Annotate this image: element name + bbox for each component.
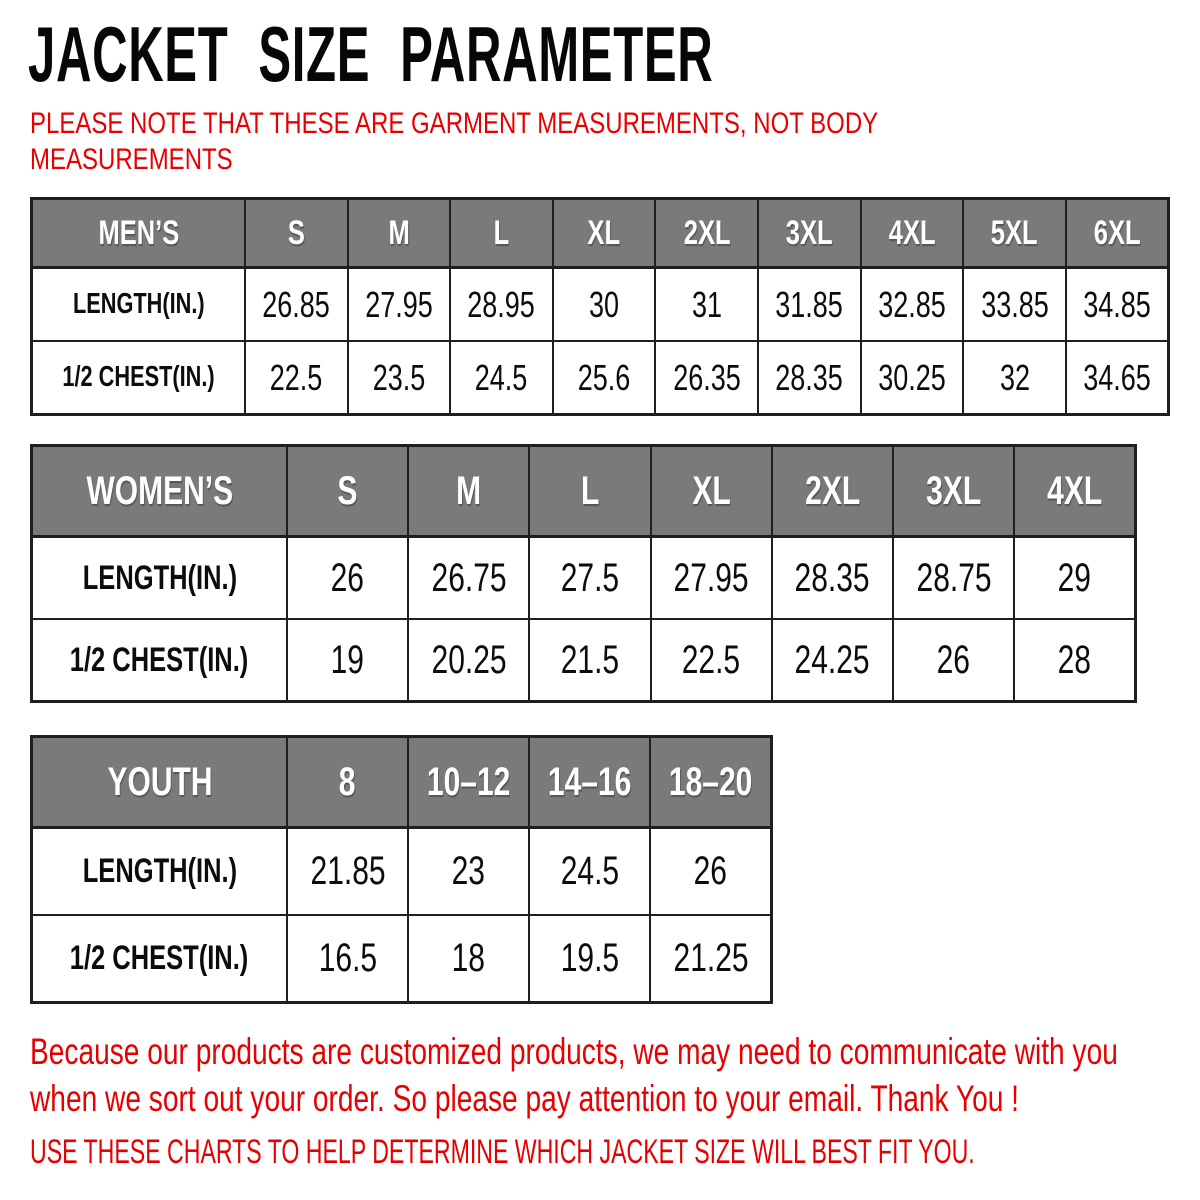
header-label: WOMEN’S — [86, 468, 233, 513]
header-label: 14–16 — [548, 759, 632, 804]
header-label: XL — [692, 468, 731, 513]
header-label: YOUTH — [107, 759, 212, 804]
size-header-cell — [655, 199, 758, 268]
header-label: L — [493, 213, 510, 252]
value-cell — [651, 537, 772, 620]
measurement-value: 28.95 — [467, 283, 536, 325]
size-header-cell — [529, 737, 650, 828]
measurement-value: 23.5 — [372, 356, 426, 398]
measurement-row — [32, 619, 1136, 702]
measurement-value: 31 — [691, 283, 722, 325]
value-cell — [1014, 619, 1135, 702]
size-header-row — [32, 446, 1136, 537]
value-cell — [963, 341, 1066, 415]
notice-line: when we sort out your order. So please pay attention to your email. Thank You ! — [30, 1078, 1019, 1119]
row-label-cell — [32, 915, 288, 1003]
header-label: 4XL — [1047, 468, 1103, 513]
measurement-value: 18 — [452, 936, 486, 980]
size-header-cell — [963, 199, 1066, 268]
measurement-value: 29 — [1057, 555, 1092, 600]
value-cell — [650, 915, 771, 1003]
row-label: 1/2 CHEST(IN.) — [70, 640, 249, 679]
measurement-row — [32, 537, 1136, 620]
measurement-value: 28.35 — [775, 356, 844, 398]
row-label-cell — [32, 828, 288, 916]
measurement-value: 34.85 — [1083, 283, 1151, 325]
size-header-cell — [287, 446, 408, 537]
value-cell — [348, 341, 451, 415]
value-cell — [450, 341, 553, 415]
measurement-value: 27.5 — [560, 555, 620, 600]
value-cell — [529, 828, 650, 916]
youth-size-table — [30, 735, 773, 1004]
measurement-value: 27.95 — [365, 283, 433, 325]
measurement-value: 26.75 — [431, 555, 507, 600]
header-label: 5XL — [991, 213, 1038, 252]
size-header-cell — [1014, 446, 1135, 537]
measurement-value: 21.5 — [560, 637, 620, 682]
row-label-cell — [32, 619, 288, 702]
size-header-cell — [529, 446, 650, 537]
table-title-cell — [32, 446, 288, 537]
header-label: 6XL — [1093, 213, 1141, 252]
row-label-cell — [32, 341, 246, 415]
size-header-cell — [450, 199, 553, 268]
measurement-row — [32, 268, 1169, 342]
size-header-cell — [861, 199, 964, 268]
measurement-value: 31.85 — [775, 283, 844, 325]
value-cell — [1014, 537, 1135, 620]
header-label: M — [456, 468, 482, 513]
header-label: 10–12 — [426, 759, 511, 804]
measurement-value: 30 — [589, 283, 620, 325]
value-cell — [529, 619, 650, 702]
measurement-value: 33.85 — [980, 283, 1049, 325]
header-label: MEN’S — [98, 213, 179, 252]
header-label: 2XL — [683, 213, 731, 252]
measurement-value: 32 — [999, 356, 1030, 398]
value-cell — [287, 915, 408, 1003]
value-cell — [529, 537, 650, 620]
mens-size-table — [30, 197, 1170, 416]
measurement-value: 26.85 — [262, 283, 331, 325]
value-cell — [772, 619, 893, 702]
measurement-value: 26 — [694, 849, 728, 893]
header-label: 18–20 — [668, 759, 753, 804]
measurement-value: 26.35 — [672, 356, 741, 398]
measurement-value: 25.6 — [577, 356, 631, 398]
header-label: L — [580, 468, 600, 513]
row-label: LENGTH(IN.) — [82, 852, 237, 890]
measurement-value: 19 — [330, 637, 365, 682]
measurement-value: 27.95 — [673, 555, 749, 600]
notice-line: Because our products are customized products, we may need to communicate with you — [30, 1031, 1118, 1072]
value-cell — [861, 268, 964, 342]
value-cell — [1066, 268, 1169, 342]
header-label: S — [337, 468, 358, 513]
value-cell — [245, 268, 348, 342]
value-cell — [553, 341, 656, 415]
measurement-value: 24.5 — [475, 356, 528, 398]
garment-measurement-note — [30, 106, 878, 178]
measurement-row — [32, 828, 772, 916]
measurement-value: 28.35 — [794, 555, 870, 600]
header-label: 3XL — [785, 213, 833, 252]
note-line: PLEASE NOTE THAT THESE ARE GARMENT MEASUREMENTS, NOT BODY — [30, 107, 879, 140]
measurement-value: 26 — [936, 637, 971, 682]
measurement-value: 32.85 — [878, 283, 946, 325]
value-cell — [450, 268, 553, 342]
header-label: 3XL — [926, 468, 982, 513]
value-cell — [963, 268, 1066, 342]
value-cell — [529, 915, 650, 1003]
table-title-cell — [32, 737, 288, 828]
measurement-value: 21.25 — [673, 936, 749, 980]
value-cell — [408, 915, 529, 1003]
measurement-value: 30.25 — [878, 356, 946, 398]
value-cell — [772, 537, 893, 620]
measurement-value: 20.25 — [431, 637, 507, 682]
measurement-value: 28.75 — [916, 555, 992, 600]
value-cell — [655, 268, 758, 342]
size-header-cell — [1066, 199, 1169, 268]
measurement-value: 21.85 — [310, 849, 386, 893]
size-header-cell — [893, 446, 1014, 537]
value-cell — [893, 619, 1014, 702]
measurement-value: 22.5 — [682, 637, 741, 682]
header-label: 4XL — [888, 213, 936, 252]
size-header-cell — [287, 737, 408, 828]
header-label: 2XL — [804, 468, 860, 513]
size-header-cell — [772, 446, 893, 537]
size-header-cell — [348, 199, 451, 268]
value-cell — [287, 828, 408, 916]
value-cell — [408, 537, 529, 620]
value-cell — [553, 268, 656, 342]
row-label-cell — [32, 268, 246, 342]
header-label: 8 — [339, 759, 356, 804]
value-cell — [861, 341, 964, 415]
measurement-row — [32, 915, 772, 1003]
value-cell — [245, 341, 348, 415]
measurement-row — [32, 341, 1169, 415]
measurement-value: 16.5 — [318, 936, 377, 980]
measurement-value: 23 — [452, 849, 486, 893]
row-label-cell — [32, 537, 288, 620]
value-cell — [758, 268, 861, 342]
size-header-cell — [408, 737, 529, 828]
row-label: 1/2 CHEST(IN.) — [70, 939, 249, 977]
measurement-value: 22.5 — [270, 356, 323, 398]
measurement-value: 24.5 — [560, 849, 620, 893]
value-cell — [651, 619, 772, 702]
value-cell — [650, 828, 771, 916]
row-label: 1/2 CHEST(IN.) — [62, 361, 215, 393]
size-header-cell — [408, 446, 529, 537]
size-header-cell — [758, 199, 861, 268]
womens-size-table — [30, 444, 1137, 703]
size-header-cell — [651, 446, 772, 537]
row-label: LENGTH(IN.) — [82, 558, 237, 597]
value-cell — [348, 268, 451, 342]
header-label: XL — [587, 213, 621, 252]
value-cell — [655, 341, 758, 415]
measurement-value: 24.25 — [794, 637, 870, 682]
value-cell — [893, 537, 1014, 620]
value-cell — [287, 537, 408, 620]
note-line: MEASUREMENTS — [30, 143, 233, 176]
value-cell — [287, 619, 408, 702]
value-cell — [758, 341, 861, 415]
size-header-cell — [245, 199, 348, 268]
table-title-cell — [32, 199, 246, 268]
custom-order-notice — [30, 1028, 1118, 1122]
size-header-row — [32, 199, 1169, 268]
chart-usage-tip: USE THESE CHARTS TO HELP DETERMINE WHICH JACKET SIZE WILL BEST FIT YOU. — [30, 1133, 975, 1171]
page-title: JACKET SIZE PARAMETER — [28, 10, 714, 98]
row-label: LENGTH(IN.) — [72, 288, 205, 320]
measurement-value: 19.5 — [560, 936, 620, 980]
size-header-row — [32, 737, 772, 828]
value-cell — [408, 619, 529, 702]
header-label: S — [287, 213, 305, 252]
measurement-value: 28 — [1057, 637, 1092, 682]
measurement-value: 26 — [330, 555, 365, 600]
value-cell — [408, 828, 529, 916]
measurement-value: 34.65 — [1083, 356, 1151, 398]
value-cell — [1066, 341, 1169, 415]
header-label: M — [388, 213, 410, 252]
size-header-cell — [650, 737, 771, 828]
size-header-cell — [553, 199, 656, 268]
